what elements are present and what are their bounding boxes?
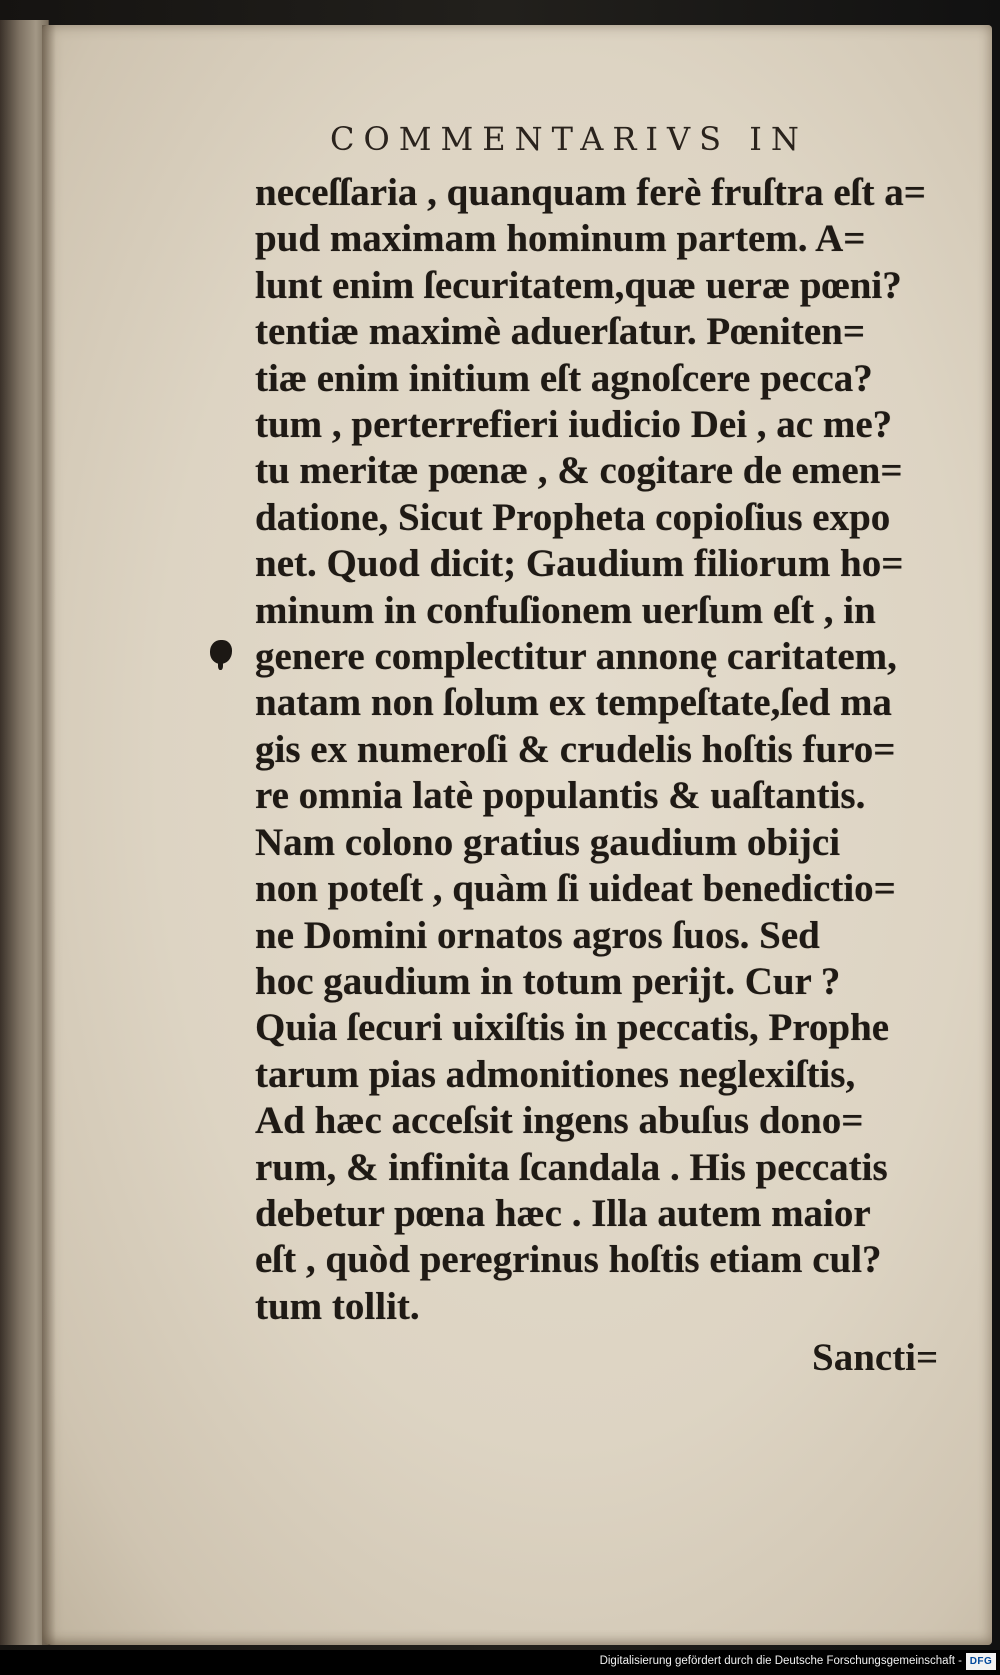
text-line: Nam colono gratius gaudium obijci [255,820,841,864]
text-line: Quia ſecuri uixiſtis in peccatis, Prophe [255,1006,890,1050]
text-line: hoc gaudium in totum perijt. Cur ? [255,959,841,1003]
text-line: debetur pœna hæc . Illa autem maior [255,1191,871,1235]
text-line: tarum pias admonitiones neglexiſtis, [255,1052,856,1096]
text-line: gis ex numeroſi & crudelis hoſtis furo= [255,727,896,771]
text-line: eſt , quòd peregrinus hoſtis etiam cul? [255,1238,882,1282]
running-head: COMMENTARIVS IN [330,120,808,158]
text-line: natam non ſolum ex tempeſtate,ſed ma [255,681,892,725]
text-line: tum tollit. [255,1284,420,1328]
text-line: tentiæ maximè aduerſatur. Pœniten= [255,310,866,354]
text-line: re omnia latè populantis & uaſtantis. [255,774,866,818]
dfg-logo-icon: DFG [966,1653,996,1670]
text-line: ne Domini ornatos agros ſuos. Sed [255,913,820,957]
text-line: rum, & infinita ſcandala . His peccatis [255,1145,888,1189]
text-line: minum in confuſionem uerſum eſt , in [255,588,876,632]
text-line: genere complectitur annonę caritatem, [255,635,897,679]
ink-blot-drip [218,660,223,670]
text-line: pud maximam hominum partem. A= [255,217,866,261]
text-line: lunt enim ſecuritatem,quæ ueræ pœni? [255,263,902,307]
page-gutter-shadow [42,25,56,1645]
body-text [255,170,945,1330]
text-line: neceſſaria , quanquam ferè fruſtra eſt a= [255,171,927,214]
text-line: tum , perterrefieri iudicio Dei , ac me? [255,403,893,447]
text-line: non poteſt , quàm ſi uideat benedictio= [255,867,896,911]
text-line: Ad hæc acceſsit ingens abuſus dono= [255,1099,864,1143]
text-line: datione, Sicut Propheta copioſius expo [255,495,891,539]
funding-credit: Digitalisierung gefördert durch die Deutsche Forschungsgemeinschaft - [599,1655,962,1667]
text-line: net. Quod dicit; Gaudium filiorum ho= [255,542,904,586]
text-line: tiæ enim initium eſt agnoſcere pecca? [255,356,873,400]
catchword: Sancti= [812,1336,939,1379]
text-line: tu meritæ pœnæ , & cogitare de emen= [255,449,903,493]
